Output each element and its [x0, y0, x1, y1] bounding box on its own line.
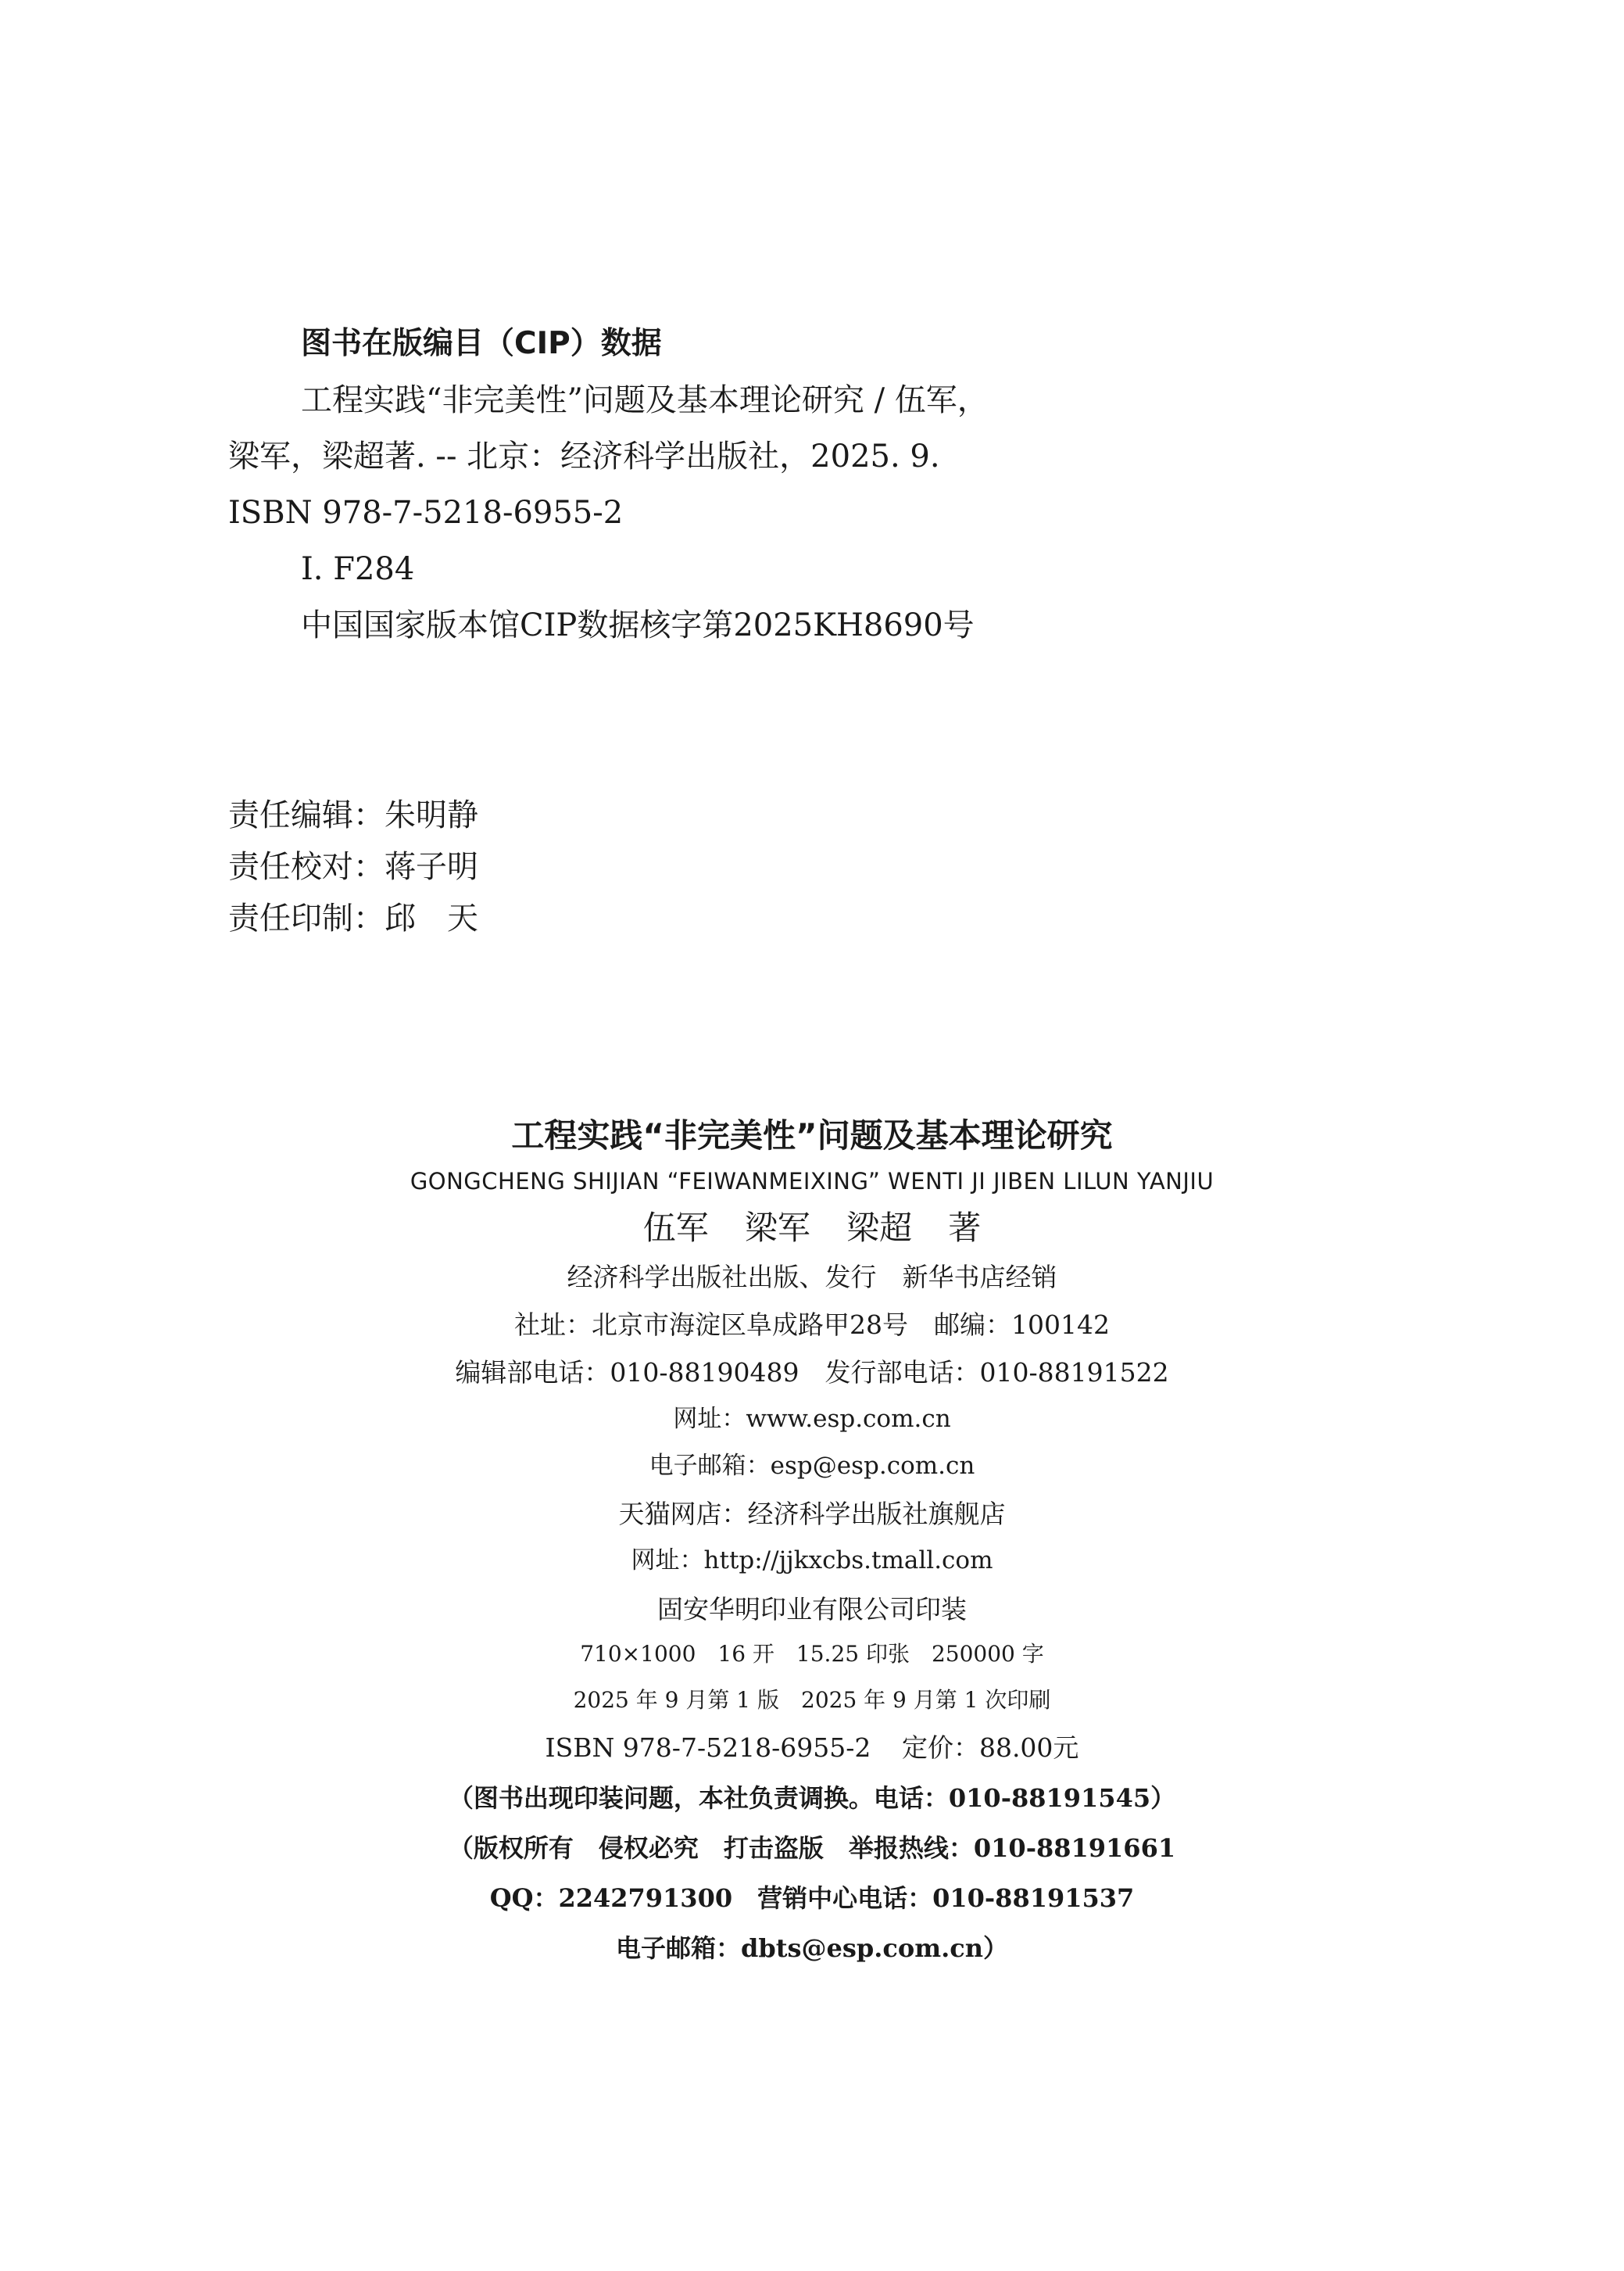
- publisher-website: 网址：www.esp.com.cn: [673, 1405, 951, 1433]
- author-3: 梁超: [846, 1209, 913, 1247]
- tmall-url: 网址：http://jjkxcbs.tmall.com: [631, 1546, 993, 1574]
- edition-info: [0, 1689, 1624, 1711]
- cip-authors-line: 梁军，梁超著. -- 北京：经济科学出版社，2025. 9.: [228, 439, 940, 475]
- isbn: ISBN 978-7-5218-6955-2: [545, 1732, 871, 1763]
- isbn-price: [0, 1732, 1624, 1763]
- spec-words: 250000 字: [931, 1641, 1044, 1667]
- cip-isbn: ISBN 978-7-5218-6955-2: [228, 495, 624, 531]
- spec-sheets: 15.25 印张: [796, 1641, 910, 1667]
- printing: 2025 年 9 月第 1 次印刷: [801, 1687, 1051, 1713]
- copyright-notice: （版权所有 侵权必究 打击盗版 举报热线：010-88191661: [448, 1833, 1176, 1863]
- cip-classification: Ⅰ. F284: [301, 551, 415, 587]
- author-role: 著: [948, 1209, 982, 1247]
- author-1: 伍军: [642, 1209, 709, 1247]
- authors: [0, 1209, 1624, 1247]
- edition: 2025 年 9 月第 1 版: [573, 1687, 779, 1713]
- responsible-printing: 责任印制：邱 天: [228, 901, 478, 937]
- printer: 固安华明印业有限公司印装: [657, 1594, 967, 1624]
- book-specs: [0, 1643, 1624, 1665]
- publisher-email: 电子邮箱：esp@esp.com.cn: [649, 1452, 975, 1480]
- book-title: 工程实践“非完美性”问题及基本理论研究: [511, 1116, 1113, 1155]
- quality-notice: （图书出现印装问题，本社负责调换。电话：010-88191545）: [448, 1783, 1176, 1813]
- responsible-editor: 责任编辑：朱明静: [228, 797, 478, 833]
- cip-title-line: 工程实践“非完美性”问题及基本理论研究 / 伍军，: [301, 382, 989, 418]
- tmall-store: 天猫网店：经济科学出版社旗舰店: [618, 1499, 1006, 1529]
- author-2: 梁军: [744, 1209, 810, 1247]
- spec-kai: 16 开: [717, 1641, 774, 1667]
- book-title-pinyin: GONGCHENG SHIJIAN “FEIWANMEIXING” WENTI JI JIBEN LILUN YANJIU: [410, 1168, 1214, 1195]
- cip-record-number: 中国国家版本馆CIP数据核字第2025KH8690号: [301, 607, 975, 643]
- publisher-phones: 编辑部电话：010-88190489 发行部电话：010-88191522: [455, 1357, 1169, 1388]
- spec-format: 710×1000: [580, 1641, 696, 1667]
- publisher-line: 经济科学出版社出版、发行 新华书店经销: [567, 1262, 1057, 1292]
- price: 定价：88.00元: [901, 1732, 1079, 1763]
- contact-qq: QQ：2242791300 营销中心电话：010-88191537: [489, 1883, 1135, 1913]
- contact-email: 电子邮箱：dbts@esp.com.cn）: [615, 1933, 1009, 1963]
- responsible-proofreader: 责任校对：蒋子明: [228, 849, 478, 885]
- publisher-address: 社址：北京市海淀区阜成路甲28号 邮编：100142: [514, 1309, 1110, 1340]
- cip-heading: 图书在版编目（CIP）数据: [301, 326, 662, 361]
